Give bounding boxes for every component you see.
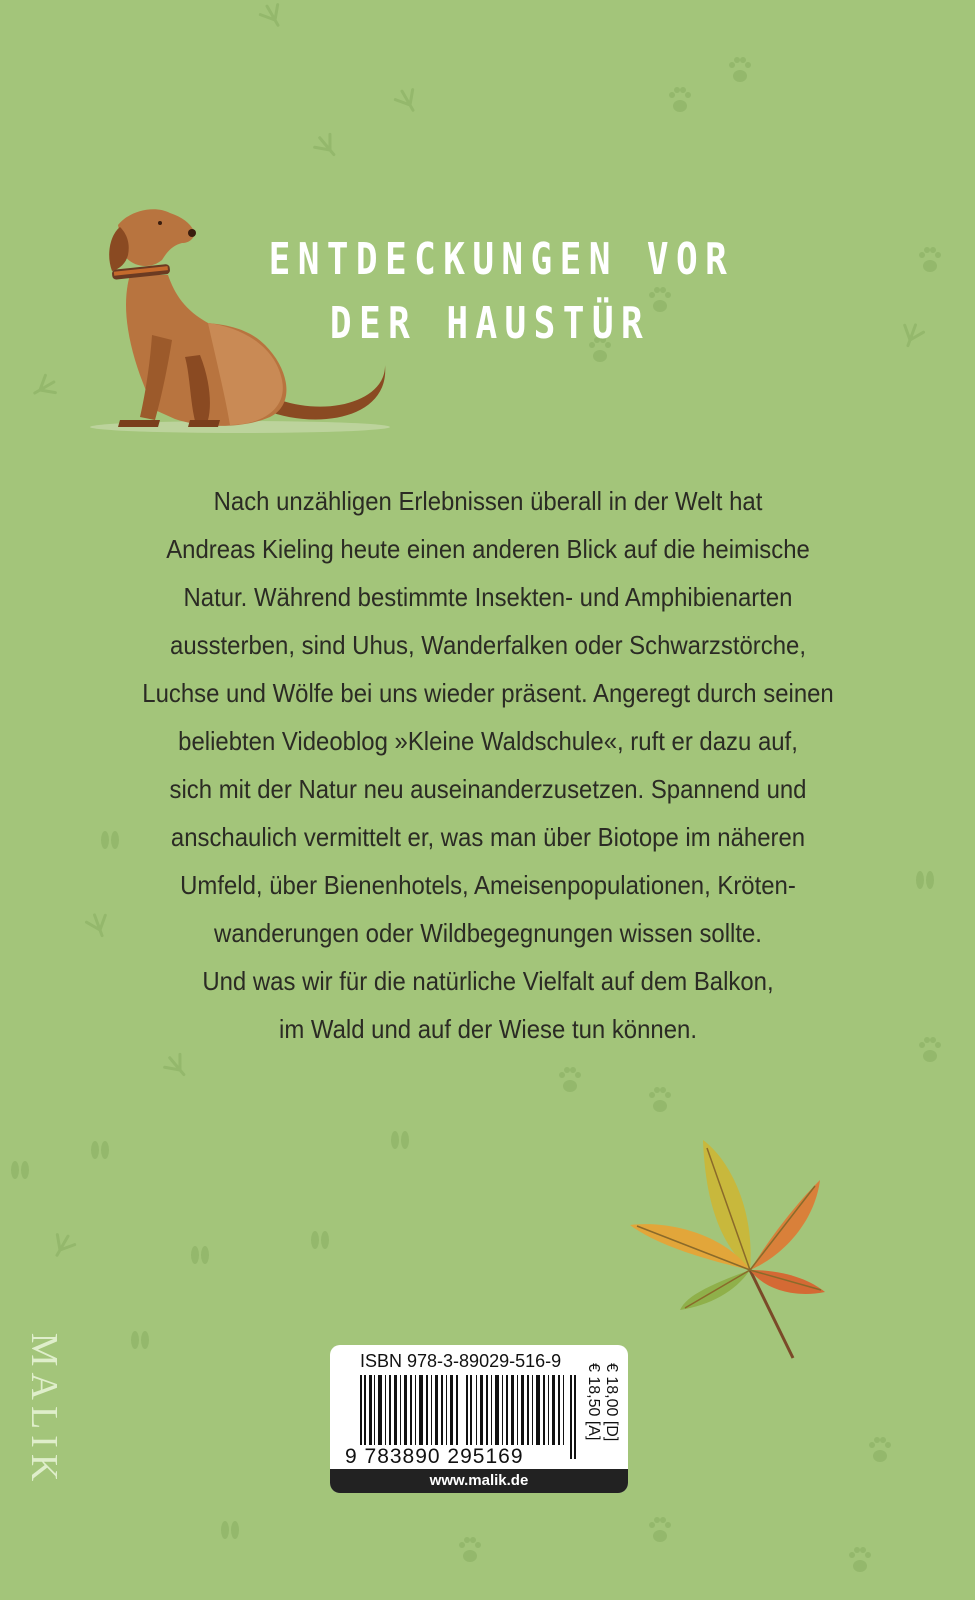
- blurb-line: beliebten Videoblog »Kleine Waldschule«, ruft er dazu auf,: [178, 726, 798, 756]
- blurb-line: im Wald und auf der Wiese tun können.: [279, 1014, 697, 1044]
- headline: [268, 228, 735, 356]
- blurb-line: aussterben, sind Uhus, Wanderfalken oder Schwarzstörche,: [170, 630, 806, 660]
- blurb-line: Und was wir für die natürliche Vielfalt auf dem Balkon,: [202, 966, 774, 996]
- price-block: [585, 1363, 626, 1463]
- blurb-line: wanderungen oder Wildbegegnungen wissen sollte.: [214, 918, 762, 948]
- blurb-text: [120, 477, 856, 1053]
- blurb-line: Natur. Während bestimmte Insekten- und Amphibienarten: [183, 582, 793, 612]
- isbn-number: ISBN 978-3-89029-516-9: [360, 1351, 562, 1371]
- publisher-name: MALIK: [23, 1332, 65, 1488]
- blurb-line: Nach unzähligen Erlebnissen überall in der Welt hat: [213, 486, 763, 516]
- price-de: € 18,00 [D]: [603, 1363, 620, 1442]
- headline-line-1: ENTDECKUNGEN VOR: [268, 234, 735, 285]
- chestnut-leaf-illustration: [625, 1130, 835, 1365]
- headline-line-2: DER HAUSTÜR: [329, 298, 651, 349]
- barcode-label: [330, 1345, 628, 1493]
- blurb-line: anschaulich vermittelt er, was man über Biotope im näheren: [170, 822, 806, 852]
- blurb-line: Luchse und Wölfe bei uns wieder präsent. Angeregt durch seinen: [142, 678, 834, 708]
- blurb-line: sich mit der Natur neu auseinanderzusetzen. Spannend und: [169, 774, 807, 804]
- price-at: € 18,50 [A]: [585, 1363, 602, 1441]
- blurb-line: Andreas Kieling heute einen anderen Blick auf die heimische: [166, 534, 810, 564]
- publisher-logo: [14, 1320, 74, 1500]
- publisher-url: www.malik.de: [330, 1469, 628, 1493]
- ean-digits: 9 783890 295169: [345, 1445, 524, 1468]
- blurb-line: Umfeld, über Bienenhotels, Ameisenpopulationen, Kröten-: [180, 870, 796, 900]
